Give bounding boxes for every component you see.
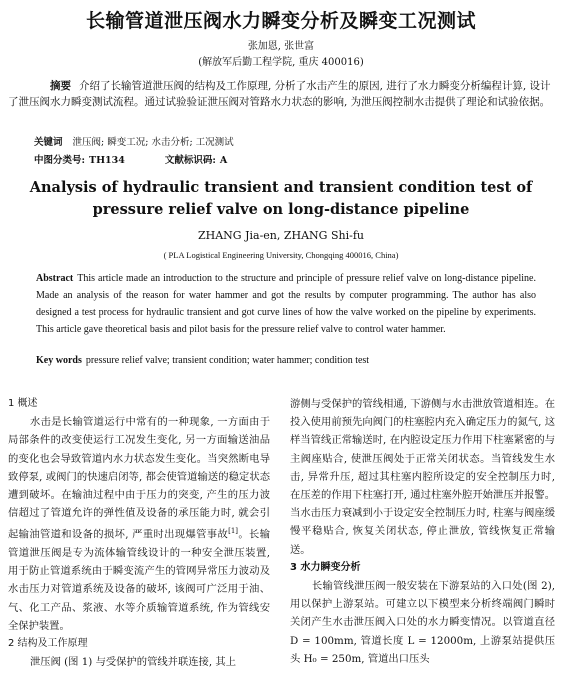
chinese-abstract-text: 介绍了长输管道泄压阀的结构及工作原理, 分析了水击产生的原因, 进行了水力瞬变分析编程计算, 设计了泄压阀水力瞬变测试流程。通过试验验证泄压阀对管路水力状态的影响, 为泄压阀控制水击提供了理论和试验依据。 [8, 80, 551, 108]
section-1-paragraph [8, 413, 270, 635]
english-authors: ZHANG Jia-en, ZHANG Shi-fu [198, 229, 364, 242]
chinese-classification [34, 152, 227, 166]
citation-ref: [1] [228, 527, 239, 536]
chinese-abstract-label: 摘要 [50, 80, 71, 92]
chinese-authors: 张加恩, 张世富 [247, 41, 315, 52]
english-title-line-1: Analysis of hydraulic transient and transient condition test of [29, 179, 533, 196]
section-3-paragraph: 长输管线泄压阀一般安装在下游泵站的入口处(图 2), 用以保护上游泵站。可建立以下模型来分析终端阀门瞬时关闭产生水击泄压阀入口处的水力瞬变情况。以管道直径 D = 100mm, 管道长度 L = 12000m, 上游泵站提供压头 H₀ = 250m, 管道出口压头 [290, 580, 555, 665]
english-abstract [36, 270, 536, 338]
chinese-keywords [34, 134, 234, 148]
chinese-abstract [8, 78, 554, 110]
section-2-heading: 2 结构及工作原理 [8, 638, 88, 650]
chinese-affiliation: (解放军后勤工程学院, 重庆 400016) [198, 57, 364, 68]
chinese-keywords-text: 泄压阀; 瞬变工况; 水击分析; 工况测试 [72, 137, 234, 148]
english-keywords-text: pressure relief valve; transient condition; water hammer; condition test [85, 355, 370, 366]
section-3-heading: 3 水力瞬变分析 [290, 561, 361, 573]
section-1-heading: 1 概述 [8, 398, 38, 409]
chinese-title: 长输管道泄压阀水力瞬变分析及瞬变工况测试 [85, 10, 476, 32]
clc-value: TH134 [89, 155, 125, 166]
clc-label: 中图分类号: [34, 155, 86, 166]
right-column [290, 395, 555, 668]
english-keywords [36, 355, 536, 366]
section-2-paragraph: 泄压阀 (图 1) 与受保护的管线并联连接, 其上 [30, 656, 236, 669]
english-title-line-2: pressure relief valve on long-distance pipeline [92, 201, 470, 218]
section-1-text-a: 水击是长输管道运行中常有的一种现象, 一方面由于局部条件的改变使运行工况发生变化, 另一方面输送油品的变化也会导致管道内水力状态发生变化。当突然断电导致停泵, 或阀门的快速启闭等, 都会使管道输送的稳定状态遭到破坏。在输油过程中由于压力的突变, 产生的压力波信超过了管道允许的弹性值及设备的承压能力时, 就会引起输油管道和设备的损坏, 严重时出现爆管事故 [8, 416, 270, 541]
doc-code-label: 文献标识码: [164, 155, 216, 166]
english-keywords-label: Key words [36, 355, 82, 366]
english-affiliation: ( PLA Logistical Engineering University, Chongqing 400016, China) [163, 250, 399, 260]
english-abstract-label: Abstract [36, 273, 74, 284]
section-2-continued: 游侧与受保护的管线相通, 下游侧与水击泄放管道相连。在投入使用前预先向阀门的柱塞腔内充入确定压力的氮气, 这样当管线正常输送时, 在内腔设定压力作用下柱塞紧密的与主阀座贴合, 使泄压阀处于正常关闭状态。当管线发生水击, 异常升压, 超过其柱塞内腔所设定的安全控制压力时, 在压差的作用下柱塞打开, 通过柱塞外腔开始泄压并报警。当水击压力衰减到小于设定安全控制压力时, 柱塞与阀座缓慢平稳贴合, 恢复关闭状态, 停止泄放, 管线恢复正常输送。 [290, 398, 555, 556]
doc-code-value: A [219, 155, 228, 166]
section-1-text-b: 。长输管道泄压阀是专为流体输管线设计的一种安全泄压装置, 用于防止管道系统由于瞬变流产生的管网异常压力波动及水击压力对管道系统及设备的破坏, 该阀可广泛用于油、气、化工产品、浆液、水等介质输管道系统, 作为管线安全保护装置。 [8, 528, 271, 632]
left-column [8, 395, 270, 671]
english-abstract-text: This article made an introduction to the structure and principle of pressure relief valve on long-distance pipeline. Made an analysis of the reason for water hammer and got the results by computer programming. The author has also designed a test process for hydraulic transient and got curve lines of how the valve worked on the pipeline by experiments. This article gave theoretical basis and pilot basis for the pressure relief valve to control water hammer. [36, 273, 536, 335]
english-title [0, 177, 562, 221]
chinese-keywords-label: 关键词 [34, 137, 63, 148]
